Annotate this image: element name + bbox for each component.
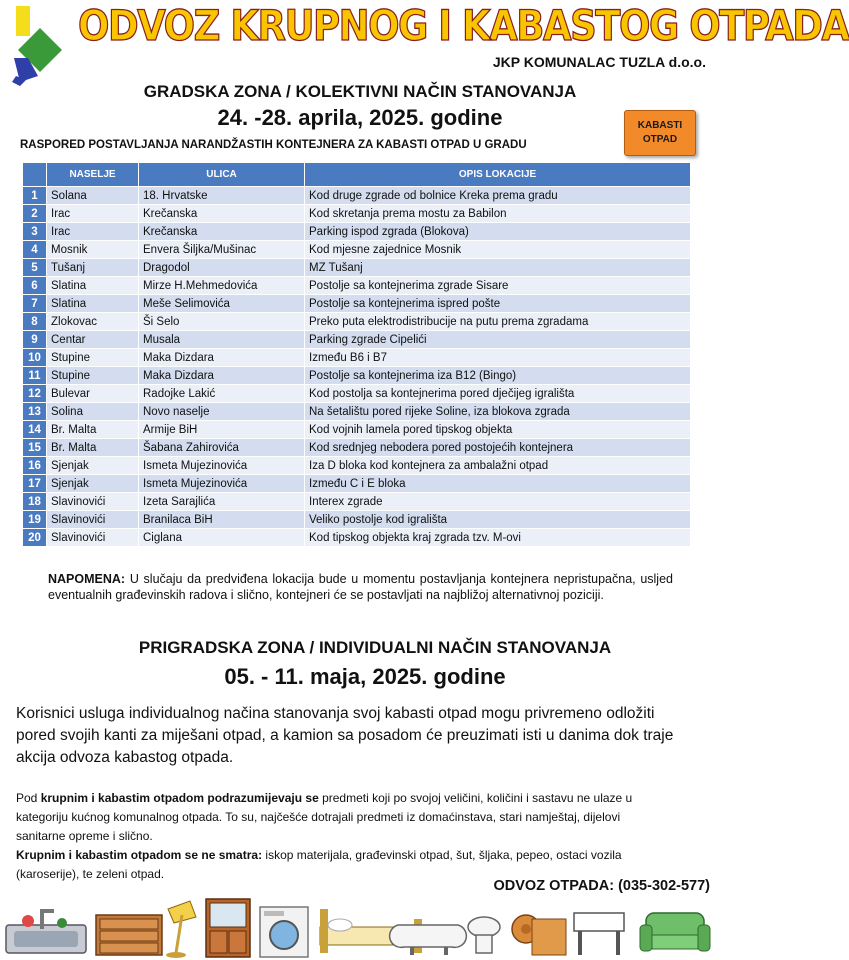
- rolled-carpet-icon: [512, 915, 566, 955]
- row-number: 15: [23, 439, 47, 457]
- row-street: Ciglana: [139, 529, 305, 547]
- column-header-street: ULICA: [139, 163, 305, 187]
- column-header-settlement: NASELJE: [47, 163, 139, 187]
- table-row: [23, 439, 691, 457]
- row-location: Između C i E bloka: [305, 475, 691, 493]
- row-number: 14: [23, 421, 47, 439]
- container-schedule-table: [22, 162, 691, 547]
- row-location: Postolje sa kontejnerima iza B12 (Bingo): [305, 367, 691, 385]
- armchair-icon: [640, 913, 710, 951]
- row-settlement: Tušanj: [47, 259, 139, 277]
- row-street: Radojke Lakić: [139, 385, 305, 403]
- row-location: Kod mjesne zajednice Mosnik: [305, 241, 691, 259]
- column-header-number: [23, 163, 47, 187]
- row-settlement: Stupine: [47, 367, 139, 385]
- row-location: Postolje sa kontejnerima ispred pošte: [305, 295, 691, 313]
- row-number: 17: [23, 475, 47, 493]
- sink-icon: [6, 909, 86, 953]
- column-header-location: OPIS LOKACIJE: [305, 163, 691, 187]
- individual-housing-intro: Korisnici usluga individualnog načina stanovanja svoj kabasti otpad mogu privremeno odložiti pored svojih kanti za miješani otpad, a kamion sa posadom će preuzimati isti u danima dok traje akcija odvoza kabastog otpada.: [16, 705, 674, 766]
- row-number: 4: [23, 241, 47, 259]
- row-street: Izeta Sarajlića: [139, 493, 305, 511]
- row-settlement: Br. Malta: [47, 421, 139, 439]
- table-row: [23, 385, 691, 403]
- row-settlement: Centar: [47, 331, 139, 349]
- row-street: Dragodol: [139, 259, 305, 277]
- row-settlement: Mosnik: [47, 241, 139, 259]
- row-settlement: Br. Malta: [47, 439, 139, 457]
- note-label: NAPOMENA:: [48, 572, 126, 586]
- floor-lamp-icon: [166, 901, 196, 958]
- row-settlement: Sjenjak: [47, 475, 139, 493]
- table-row: [23, 187, 691, 205]
- cabinet-icon: [206, 899, 250, 957]
- row-location: MZ Tušanj: [305, 259, 691, 277]
- row-settlement: Slavinovići: [47, 493, 139, 511]
- row-number: 3: [23, 223, 47, 241]
- row-number: 12: [23, 385, 47, 403]
- row-number: 6: [23, 277, 47, 295]
- definition-included-start: Pod: [16, 791, 41, 805]
- table-row: [23, 529, 691, 547]
- row-number: 18: [23, 493, 47, 511]
- row-street: 18. Hrvatske: [139, 187, 305, 205]
- definition-included: [16, 789, 661, 846]
- row-number: 8: [23, 313, 47, 331]
- row-location: Parking zgrade Cipelići: [305, 331, 691, 349]
- row-settlement: Solana: [47, 187, 139, 205]
- row-street: Ši Selo: [139, 313, 305, 331]
- row-location: Preko puta elektrodistribucije na putu prema zgradama: [305, 313, 691, 331]
- city-zone-title: GRADSKA ZONA / KOLEKTIVNI NAČIN STANOVANJA: [143, 82, 577, 101]
- bathtub-icon: [390, 925, 467, 955]
- row-location: Kod vojnih lamela pored tipskog objekta: [305, 421, 691, 439]
- row-street: Novo naselje: [139, 403, 305, 421]
- city-zone-dates: 24. -28. aprila, 2025. godine: [217, 105, 503, 130]
- washing-machine-icon: [260, 907, 308, 957]
- row-number: 7: [23, 295, 47, 313]
- row-street: Meše Selimovića: [139, 295, 305, 313]
- row-location: Veliko postolje kod igrališta: [305, 511, 691, 529]
- table-row: [23, 223, 691, 241]
- contact-phone: ODVOZ OTPADA: (035-302-577): [493, 878, 710, 894]
- row-location: Interex zgrade: [305, 493, 691, 511]
- row-settlement: Sjenjak: [47, 457, 139, 475]
- company-logo: [12, 6, 70, 84]
- bulky-items-illustration: [0, 895, 720, 960]
- row-location: Između B6 i B7: [305, 349, 691, 367]
- row-settlement: Irac: [47, 223, 139, 241]
- table-row: [23, 277, 691, 295]
- row-location: Iza D bloka kod kontejnera za ambalažni otpad: [305, 457, 691, 475]
- row-number: 2: [23, 205, 47, 223]
- definition-excluded-text: iskop materijala, građevinski otpad, šut, šljaka, pepeo, ostaci vozila (karoserije), te zeleni otpad.: [16, 848, 622, 881]
- row-location: Kod druge zgrade od bolnice Kreka prema gradu: [305, 187, 691, 205]
- suburban-zone-title: PRIGRADSKA ZONA / INDIVIDUALNI NAČIN STANOVANJA: [138, 638, 612, 657]
- bulky-waste-definition: [16, 789, 661, 884]
- row-number: 11: [23, 367, 47, 385]
- definition-included-term: krupnim i kabastim otpadom podrazumijevaju se: [40, 791, 319, 805]
- row-street: Krečanska: [139, 223, 305, 241]
- row-number: 13: [23, 403, 47, 421]
- table-row: [23, 493, 691, 511]
- row-number: 5: [23, 259, 47, 277]
- table-row: [23, 403, 691, 421]
- definition-excluded-term: Krupnim i kabastim otpadom se ne smatra:: [16, 848, 263, 862]
- table-row: [23, 421, 691, 439]
- company-name: JKP KOMUNALAC TUZLA d.o.o.: [492, 54, 706, 70]
- row-location: Postolje sa kontejnerima zgrade Sisare: [305, 277, 691, 295]
- row-location: Kod postolja sa kontejnerima pored dječijeg igrališta: [305, 385, 691, 403]
- table-row: [23, 511, 691, 529]
- row-street: Ismeta Mujezinovića: [139, 457, 305, 475]
- table-row: [23, 349, 691, 367]
- row-street: Mirze H.Mehmedovića: [139, 277, 305, 295]
- row-street: Šabana Zahirovića: [139, 439, 305, 457]
- note-text: U slučaju da predviđena lokacija bude u momentu postavljanja kontejnera nepristupačna, usljed eventualnih građevinskih radova i slično, kontejneri će se postavljati na najbližoj alternativnoj poziciji.: [48, 572, 673, 602]
- row-number: 9: [23, 331, 47, 349]
- table-icon: [574, 913, 624, 955]
- row-street: Maka Dizdara: [139, 349, 305, 367]
- row-street: Armije BiH: [139, 421, 305, 439]
- row-settlement: Irac: [47, 205, 139, 223]
- row-street: Musala: [139, 331, 305, 349]
- row-street: Krečanska: [139, 205, 305, 223]
- toilet-icon: [468, 917, 500, 953]
- badge-line-2: OTPAD: [642, 134, 678, 145]
- row-location: Kod srednjeg nebodera pored postojećih kontejnera: [305, 439, 691, 457]
- row-number: 20: [23, 529, 47, 547]
- table-row: [23, 475, 691, 493]
- table-row: [23, 241, 691, 259]
- row-settlement: Slavinovići: [47, 511, 139, 529]
- table-row: [23, 295, 691, 313]
- table-row: [23, 205, 691, 223]
- row-street: Branilaca BiH: [139, 511, 305, 529]
- table-row: [23, 331, 691, 349]
- row-number: 1: [23, 187, 47, 205]
- row-location: Na šetalištu pored rijeke Soline, iza blokova zgrada: [305, 403, 691, 421]
- row-number: 10: [23, 349, 47, 367]
- bulky-waste-badge: [624, 110, 696, 156]
- row-street: Maka Dizdara: [139, 367, 305, 385]
- suburban-zone-dates: 05. - 11. maja, 2025. godine: [224, 664, 506, 689]
- definition-included-text: predmeti koji po svojoj veličini, količini i sastavu ne ulaze u kategoriju kućnog komunalnog otpada. To su, najčešće dotrajali predmeti iz domaćinstava, stari namještaj, dijelovi sanitarne opreme i slično.: [16, 791, 633, 843]
- badge-line-1: KABASTI: [637, 120, 683, 131]
- row-number: 19: [23, 511, 47, 529]
- schedule-heading: RASPORED POSTAVLJANJA NARANDŽASTIH KONTEJNERA ZA KABASTI OTPAD U GRADU: [20, 139, 527, 151]
- table-row: [23, 367, 691, 385]
- row-settlement: Solina: [47, 403, 139, 421]
- table-header-row: [23, 163, 691, 187]
- note: [48, 572, 673, 603]
- row-settlement: Slatina: [47, 277, 139, 295]
- table-row: [23, 313, 691, 331]
- row-settlement: Zlokovac: [47, 313, 139, 331]
- row-number: 16: [23, 457, 47, 475]
- table-row: [23, 259, 691, 277]
- row-settlement: Slatina: [47, 295, 139, 313]
- dresser-icon: [96, 915, 162, 955]
- table-row: [23, 457, 691, 475]
- row-location: Kod tipskog objekta kraj zgrada tzv. M-ovi: [305, 529, 691, 547]
- main-title: ODVOZ KRUPNOG I KABASTOG OTPADA: [78, 2, 849, 51]
- row-settlement: Bulevar: [47, 385, 139, 403]
- row-street: Envera Šiljka/Mušinac: [139, 241, 305, 259]
- row-location: Parking ispod zgrada (Blokova): [305, 223, 691, 241]
- row-settlement: Stupine: [47, 349, 139, 367]
- row-location: Kod skretanja prema mostu za Babilon: [305, 205, 691, 223]
- row-settlement: Slavinovići: [47, 529, 139, 547]
- row-street: Ismeta Mujezinovića: [139, 475, 305, 493]
